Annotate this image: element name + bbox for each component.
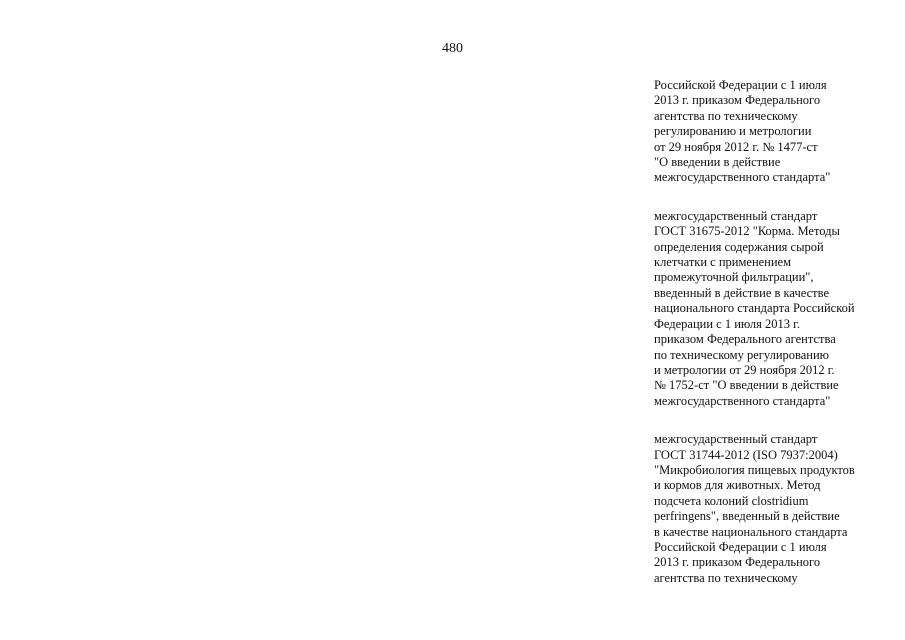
text-line: подсчета колоний clostridium (654, 493, 809, 508)
text-line: определения содержания сырой (654, 239, 824, 254)
text-line: по техническому регулированию (654, 347, 830, 362)
text-line: Российской Федерации с 1 июля (654, 78, 827, 92)
text-line: межгосударственного стандарта" (654, 393, 831, 408)
text-line: "О введении в действие (654, 155, 781, 170)
text-line: 2013 г. приказом Федерального (654, 93, 821, 108)
text-line: и метрологии от 29 ноября 2012 г. (654, 362, 835, 377)
text-line: Российской Федерации с 1 июля (654, 539, 827, 554)
text-line: и кормов для животных. Метод (654, 478, 821, 493)
text-line: клетчатки с применением (654, 255, 792, 270)
text-line: № 1752-ст "О введении в действие (654, 378, 839, 393)
document-text-column (654, 78, 894, 609)
text-line: Федерации с 1 июля 2013 г. (654, 316, 801, 331)
text-line: ГОСТ 31744-2012 (ISO 7937:2004) (654, 447, 838, 462)
paragraph-1 (654, 78, 894, 186)
text-line: введенный в действие в качестве (654, 285, 830, 300)
text-line: в качестве национального стандарта (654, 524, 848, 539)
text-line: агентства по техническому (654, 570, 798, 585)
text-line: промежуточной фильтрации", (654, 270, 814, 285)
text-line: от 29 ноября 2012 г. № 1477-ст (654, 139, 818, 154)
text-line: приказом Федерального агентства (654, 332, 836, 347)
text-line: национального стандарта Российской (654, 301, 855, 316)
text-line: perfringens", введенный в действие (654, 509, 840, 524)
page-number: 480 (442, 41, 463, 56)
text-line: межгосударственный стандарт (654, 432, 818, 447)
text-line: межгосударственный стандарт (654, 208, 818, 223)
text-line: регулированию и метрологии (654, 124, 812, 139)
text-line: 2013 г. приказом Федерального (654, 555, 821, 570)
text-line: агентства по техническому (654, 108, 798, 123)
text-line: ГОСТ 31675-2012 "Корма. Методы (654, 224, 840, 239)
text-line: "Микробиология пищевых продуктов (654, 462, 855, 477)
paragraph-2 (654, 209, 894, 409)
text-line: межгосударственного стандарта" (654, 170, 831, 185)
paragraph-3 (654, 432, 894, 586)
